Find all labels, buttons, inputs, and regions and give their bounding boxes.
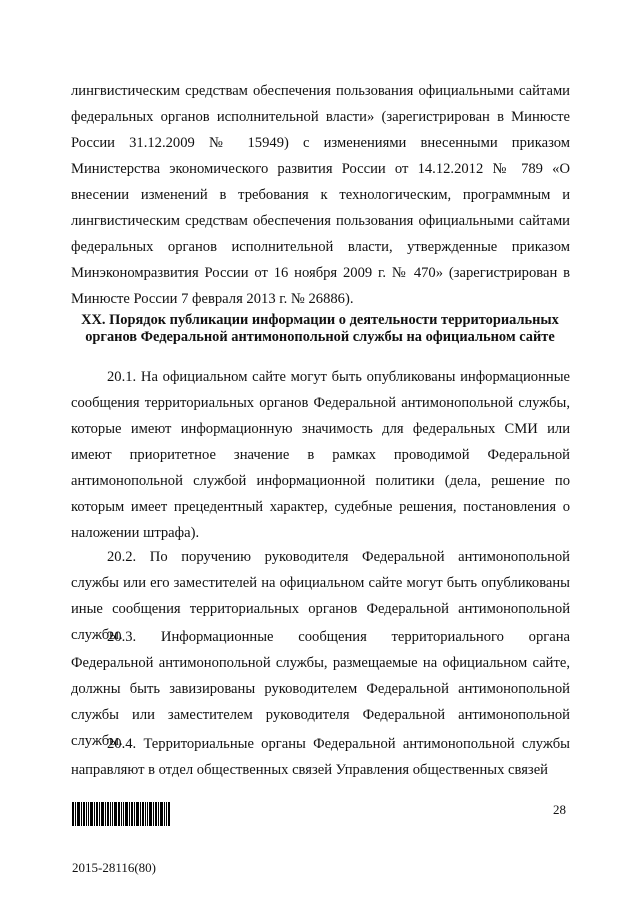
- page-number: 28: [553, 802, 566, 817]
- paragraph-20-3: 20.3. Информационные сообщения территориального органа Федеральной антимонопольной службы, размещаемые на официальном сайте, должны быть завизированы руководителем Федеральной антимонопольной службы или заместителем руководителя Федеральной антимонопольной службы.: [71, 629, 570, 749]
- paragraph-20-2: 20.2. По поручению руководителя Федеральной антимонопольной службы или его заместителей на официальном сайте могут быть опубликованы иные сообщения территориальных органов Федеральной антимонопольной службы.: [71, 549, 570, 643]
- intro-paragraph: лингвистическим средствам обеспечения пользования официальными сайтами федеральных органов исполнительной власти» (зарегистрирован в Минюсте России 31.12.2009 № 15949) с изменениями внесенными приказом Министерства экономического развития России от 14.12.2012 № 789 «О внесении изменений в требования к технологическим, программным и лингвистическим средствам обеспечения пользования официальными сайтами федеральных органов исполнительной власти, утвержденные приказом Минэкономразвития России от 16 ноября 2009 г. № 470» (зарегистрирован в Минюсте России 7 февраля 2013 г. № 26886).: [71, 83, 570, 307]
- section-heading: XX. Порядок публикации информации о деятельности территориальных органов Федеральной антимонопольной службы на официальном сайте: [81, 312, 559, 345]
- paragraph-20-1: 20.1. На официальном сайте могут быть опубликованы информационные сообщения территориальных органов Федеральной антимонопольной службы, которые имеют информационную значимость для федеральных СМИ или имеют приоритетное значение в рамках проводимой Федеральной антимонопольной службой информационной политики (дела, решение по которым имеет прецедентный характер, судебные решения, постановления о наложении штрафа).: [71, 369, 570, 541]
- barcode-image: [72, 802, 170, 826]
- document-id: 2015-28116(80): [72, 860, 157, 875]
- paragraph-20-4: 20.4. Территориальные органы Федеральной антимонопольной службы направляют в отдел общественных связей Управления общественных связей: [71, 736, 570, 778]
